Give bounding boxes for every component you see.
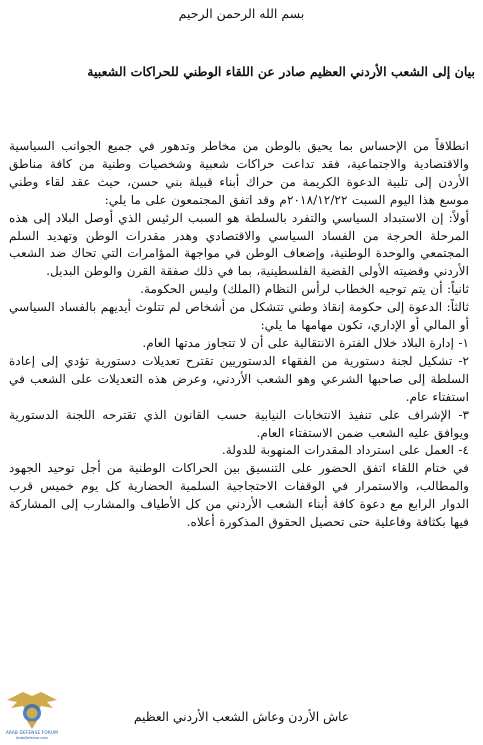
watermark-site: ArabDefense.com: [15, 736, 49, 740]
watermark-title: ARAB DEFENSE FORUM: [5, 730, 59, 735]
eagle-emblem-icon: [3, 690, 61, 730]
statement-body: [9, 138, 469, 532]
basmala-heading: بسم الله الرحمن الرحيم: [178, 6, 305, 21]
task-four-item: ٤- العمل على استرداد المقدرات المنهوبة للدولة.: [221, 443, 469, 458]
task-one-item: ١- إدارة البلاد خلال الفترة الانتقالية على أن لا تتجاوز مدتها العام.: [142, 335, 469, 350]
conclusion-paragraph: في ختام اللقاء اتفق الحضور على التنسيق بين الحراكات الوطنية من أجل توحيد الجهود والمطالب، والاستمرار في الوقفات الاحتجاجية السلمية الحضارية كل يوم خميس قرب الدوار الرابع مع دعوة كافة أبناء الشعب الأردني من كل الأطياف والمشارب إلى المشاركة فيها بكثافة وفاعلية حتى تحصيل الحقوق المذكورة أعلاه.: [9, 461, 469, 530]
point-three-paragraph: ثالثاً: الدعوة إلى حكومة إنقاذ وطني تتشكل من أشخاص لم تتلوث أيديهم بالفساد السياسي أو المالي أو الإداري، تكون مهامها ما يلي:: [9, 300, 469, 333]
task-two-item: ٢- تشكيل لجنة دستورية من الفقهاء الدستوريين تقترح تعديلات دستورية تؤدي إلى إعادة السلطة إلى صاحبها الشرعي وهو الشعب الأردني، وعرض هذه التعديلات على الشعب في استفتاء عام.: [9, 353, 469, 404]
closing-line: عاش الأردن وعاش الشعب الأردني العظيم: [133, 710, 350, 724]
forum-watermark-logo: [3, 690, 61, 742]
point-two-paragraph: ثانياً: أن يتم توجيه الخطاب لرأس النظام (الملك) وليس الحكومة.: [140, 282, 469, 297]
point-one-paragraph: أولاً: إن الاستبداد السياسي والتفرد بالسلطة هو السبب الرئيس الذي أوصل البلاد إلى هذه المرحلة الحرجة من الفساد السياسي والاقتصادي وهدر مقدرات الوطن وتهديد السلم المجتمعي والوحدة الوطنية، وإضعاف الوطن في مواجهة المؤامرات التي تحاك ضد الشعب الأردني وقضيته الأولى القضية الفلسطينية، بما في ذلك صفقة القرن والوطن البديل.: [9, 210, 469, 279]
statement-title: بيان إلى الشعب الأردني العظيم صادر عن اللقاء الوطني للحراكات الشعبية: [87, 64, 475, 79]
task-three-item: ٣- الإشراف على تنفيذ الانتخابات النيابية حسب القانون الذي تقترحه اللجنة الدستورية ويوافق عليه الشعب ضمن الاستفتاء العام.: [9, 407, 469, 440]
intro-paragraph: انطلاقاً من الإحساس بما يحيق بالوطن من مخاطر وتدهور في جميع الجوانب السياسية والاقتصادية والاجتماعية، فقد تداعت حراكات شعبية وشخصيات وطنية من كافة مناطق الأردن إلى تلبية الدعوة الكريمة من حراك أبناء قبيلة بني حسن، حيث عقد لقاء وطني موسع هذا اليوم السبت ٢٠١٨/١٢/٢٢م وقد اتفق المجتمعون على ما يلي:: [9, 139, 469, 207]
